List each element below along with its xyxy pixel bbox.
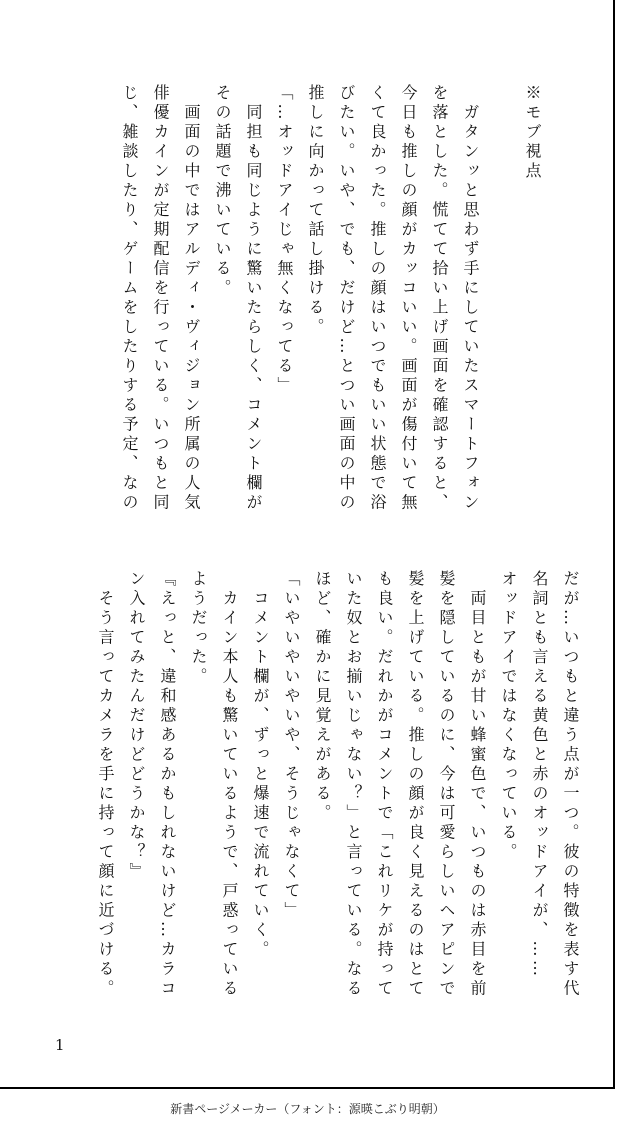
footer-credit: 新書ページメーカー（フォント：源暎こぶり明朝） [170,1102,445,1116]
text-block-upper: ※モブ視点 ガタンッと思わず手にしていたスマートフォン を落とした。慌てて拾い上げ画面を確認すると、 今日も推しの顔がカッコいい。画面が傷付いて無 くて良かった。推しの顔はいつでもいい状態で浴 びたい。いや、でも、だけど…とつい画面の中の 推しに向かって話し掛ける。 「…オッドアイじゃ無くなってる」 同担も同じように驚いたらしく、コメント欄が その話題で沸いている。 画面の中ではアルディ・ヴィジョン所属の人気 俳優カインが定期配信を行っている。いつもと同 じ、雑談したり、ゲームをしたりする予定、なの [120,84,542,513]
text-block-lower: だが…いつもと違う点が一つ。彼の特徴を表す代 名詞とも言える黄色と赤のオッドアイが、…… オッドアイではなくなっている。 両目ともが甘い蜂蜜色で、いつものは赤目を前 髪を隠しているのに、今は可愛らしいヘアピンで 髪を上げている。推しの顔が良く見えるのはとて も良い。だれかがコメントで「これリケが持って いた奴とお揃いじゃない？」と言っている。なる ほど、確かに見覚えがある。 「いやいやいやいや、そうじゃなくて」 コメント欄が、ずっと爆速で流れていく。 カイン本人も驚いているようで、戸惑っている ようだった。 『えっと、違和感あるかもしれないけど…カラコ ン入れてみたんだけどどうかな？』 そう言ってカメラを手に持って顔に近づける。 [96,570,580,999]
page-number: 1 [55,1036,65,1054]
